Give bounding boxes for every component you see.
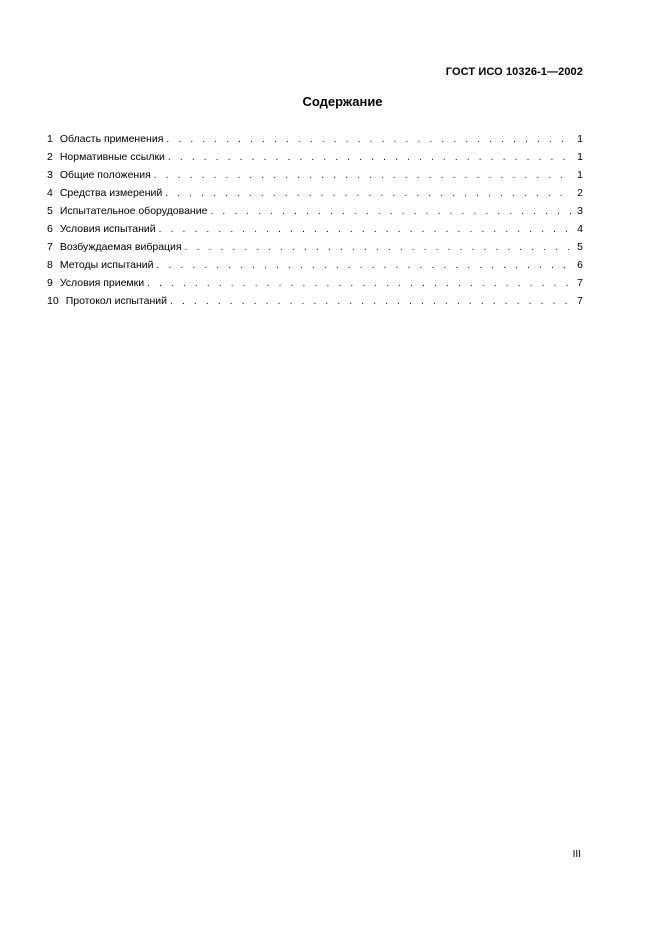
toc-entry-normative-references[interactable] (47, 151, 583, 169)
toc-entry-label: Методы испытаний (59, 259, 154, 271)
toc-entry-page: 2 (577, 187, 583, 199)
toc-entry-label: Условия приемки (59, 277, 145, 289)
toc-entry-number: 8 (47, 259, 53, 271)
page-number: III (572, 849, 581, 860)
toc-entry-page: 1 (577, 133, 583, 145)
toc-title: Содержание (302, 94, 383, 109)
toc-entry-excited-vibration[interactable] (47, 241, 583, 259)
toc-entry-label: Возбуждаемая вибрация (59, 241, 182, 253)
toc-entry-number: 4 (47, 187, 53, 199)
toc-entry-label: Область применения (59, 133, 164, 145)
toc-entry-page: 3 (577, 205, 583, 217)
toc-entry-label: Протокол испытаний (65, 295, 167, 307)
toc-leader-dots (165, 188, 572, 199)
toc-entry-number: 1 (47, 133, 53, 145)
toc-entry-measuring-instruments[interactable] (47, 187, 583, 205)
toc-leader-dots (185, 242, 572, 253)
toc-entry-number: 9 (47, 277, 53, 289)
toc-leader-dots (210, 206, 572, 217)
toc-entry-test-report[interactable] (47, 295, 583, 313)
toc-entry-page: 7 (577, 277, 583, 289)
toc-entry-page: 4 (577, 223, 583, 235)
toc-leader-dots (166, 134, 572, 145)
toc-entry-label: Средства измерений (59, 187, 163, 199)
toc-entry-number: 6 (47, 223, 53, 235)
toc-entry-test-equipment[interactable] (47, 205, 583, 223)
toc-entry-number: 2 (47, 151, 53, 163)
toc-leader-dots (147, 278, 572, 289)
toc-entry-label: Нормативные ссылки (59, 151, 165, 163)
toc-entry-page: 6 (577, 259, 583, 271)
toc-entry-number: 3 (47, 169, 53, 181)
toc-entry-number: 5 (47, 205, 53, 217)
toc-leader-dots (159, 224, 572, 235)
toc-leader-dots (168, 152, 572, 163)
toc-entry-label: Испытательное оборудование (59, 205, 208, 217)
toc-entry-general[interactable] (47, 169, 583, 187)
toc-leader-dots (154, 170, 572, 181)
toc-entry-label: Условия испытаний (59, 223, 156, 235)
toc-entry-test-methods[interactable] (47, 259, 583, 277)
toc-entry-number: 7 (47, 241, 53, 253)
toc-leader-dots (170, 296, 572, 307)
toc-entry-test-conditions[interactable] (47, 223, 583, 241)
toc-entry-page: 1 (577, 151, 583, 163)
toc-entry-page: 7 (577, 295, 583, 307)
toc-entry-page: 1 (577, 169, 583, 181)
toc-entry-number: 10 (47, 295, 59, 307)
toc-entry-page: 5 (577, 241, 583, 253)
table-of-contents (47, 133, 583, 313)
standard-code: ГОСТ ИСО 10326-1—2002 (445, 66, 583, 78)
toc-entry-acceptance-conditions[interactable] (47, 277, 583, 295)
toc-entry-scope[interactable] (47, 133, 583, 151)
toc-entry-label: Общие положения (59, 169, 151, 181)
toc-leader-dots (157, 260, 573, 271)
